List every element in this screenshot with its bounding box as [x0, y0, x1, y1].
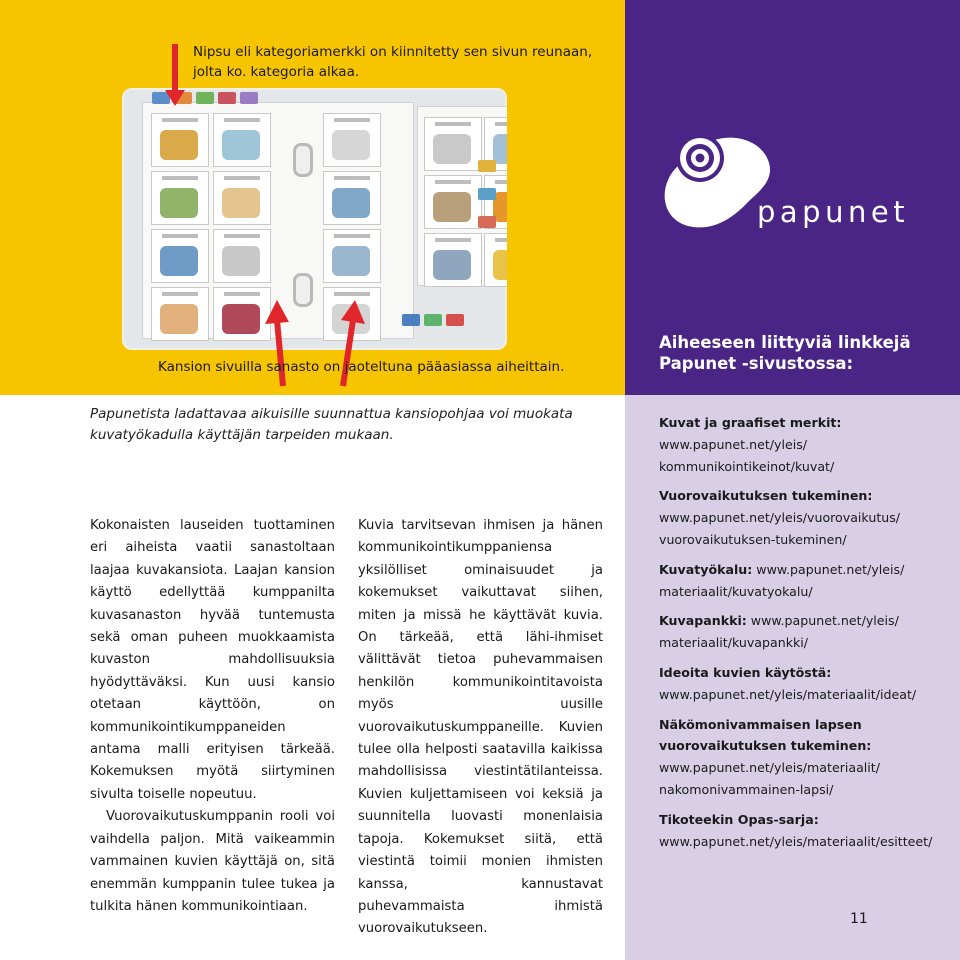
category-tab — [218, 92, 236, 104]
paragraph: Vuorovaikutuskumppanin rooli voi vaihdella paljon. Mitä vaikeammin vammainen kuvien käyttäjä on, sitä enemmän kumppanin tulee tukea ja tulkita hänen kommunikointiaan. — [90, 809, 335, 914]
picture-card — [213, 171, 271, 225]
related-links-heading — [659, 332, 911, 374]
link-title: Kuvat ja graafiset merkit: — [659, 415, 842, 430]
link-url[interactable]: www.papunet.net/yleis/vuorovaikutus/ — [659, 510, 901, 526]
category-tab — [478, 216, 496, 228]
folder-tab-caption: Nipsu eli kategoriamerkki on kiinnitetty sen sivun reunaan, jolta ko. kategoria alkaa. — [193, 44, 593, 80]
link-title: Kuvapankki: — [659, 613, 747, 629]
category-tab — [402, 314, 420, 326]
intro-caption: Papunetista ladattavaa aikuisille suunnattua kansiopohjaa voi muokata kuvatyökadulla käyttäjän tarpeiden mukaan. — [90, 406, 573, 443]
binder-ring — [293, 143, 313, 177]
picture-card — [151, 171, 209, 225]
link-title: vuorovaikutuksen tukeminen: — [659, 738, 872, 754]
link-group — [659, 412, 949, 477]
link-group — [659, 485, 949, 550]
link-url[interactable]: vuorovaikutuksen-tukeminen/ — [659, 531, 847, 547]
paragraph: Kuvia tarvitsevan ihmisen ja hänen kommunikointikumppaniensa yksilölliset ominaisuudet ja kokemukset vaikuttavat siihen, miten ja missä he käyttävät kuvia. On tärkeää, että lähi-ihmiset välittävät tietoa puhevammaisen henkilön kommunikointitavoista myös uusille vuorovaikutuskumppaneille. Kuvien tulee olla helposti saatavilla kaikissa mahdollisissa viestintätilanteissa. Kuvien kuljettamiseen voi keksiä ja suunnitella luovasti monenlaisia tapoja. Kokemukset siitä, että viestintä toimii monien ihmisten kanssa, kannustavat puhevammaista ihmistä vuorovaikutukseen. — [358, 518, 603, 937]
related-links-list — [659, 412, 949, 860]
picture-card — [424, 175, 482, 229]
picture-card — [323, 229, 381, 283]
text-column-1 — [90, 515, 335, 918]
picture-card — [151, 287, 209, 341]
page-number: 11 — [850, 911, 868, 927]
picture-card — [213, 113, 271, 167]
link-url[interactable]: www.papunet.net/yleis/materiaalit/ideat/ — [659, 686, 917, 702]
category-tab — [446, 314, 464, 326]
link-title: Kuvatyökalu: — [659, 561, 753, 577]
link-url[interactable]: www.papunet.net/yleis/ — [659, 436, 808, 452]
link-url[interactable]: materiaalit/kuvatyokalu/ — [659, 583, 813, 599]
link-group — [659, 559, 949, 603]
link-url[interactable]: nakomonivammainen-lapsi/ — [659, 781, 834, 797]
picture-card — [151, 113, 209, 167]
category-tab — [196, 92, 214, 104]
paragraph: Kokonaisten lauseiden tuottaminen eri aiheista vaatii sanastoltaan laajaa kuvakansiota. Laajan kansion käyttö edellyttää kumppanilta kuvasanaston hyvää tuntemusta sekä oman puheen muokkaamista kuvaston mahdollisuuksia hyödyttäväksi. Kun uusi kansio otetaan käyttöön, on kommunikointikumppaneiden antama malli erityisen tärkeää. Kokemuksen myötä siirtyminen sivulta toiselle nopeutuu. — [90, 518, 335, 802]
picture-card — [213, 229, 271, 283]
picture-card — [424, 117, 482, 171]
heading-line-1: Aiheeseen liittyviä linkkejä — [659, 333, 911, 352]
category-tab — [478, 160, 496, 172]
category-tab — [424, 314, 442, 326]
papunet-wordmark: papunet — [757, 195, 910, 229]
link-title: Tikoteekin Opas-sarja: — [659, 811, 819, 827]
link-title: Ideoita kuvien käytöstä: — [659, 664, 832, 680]
text-column-2 — [358, 515, 603, 941]
picture-card — [323, 171, 381, 225]
link-url[interactable]: www.papunet.net/yleis/materiaalit/ — [659, 760, 880, 776]
link-group — [659, 610, 949, 654]
link-url[interactable]: materiaalit/kuvapankki/ — [659, 635, 809, 651]
link-group — [659, 809, 949, 853]
category-tab — [240, 92, 258, 104]
heading-line-2: Papunet -sivustossa: — [659, 354, 854, 373]
link-url[interactable] — [659, 610, 949, 632]
link-url[interactable]: www.papunet.net/yleis/materiaalit/esitteet/ — [659, 833, 933, 849]
link-group — [659, 714, 949, 801]
link-url[interactable]: kommunikointikeinot/kuvat/ — [659, 458, 835, 474]
category-tab — [478, 188, 496, 200]
link-url[interactable] — [659, 559, 949, 581]
picture-card — [151, 229, 209, 283]
link-url-part[interactable]: www.papunet.net/yleis/ — [746, 613, 899, 629]
picture-card — [484, 233, 507, 287]
picture-card — [424, 233, 482, 287]
folder-pages-caption: Kansion sivuilla sanasto on jaoteltuna pääasiassa aiheittain. — [158, 359, 565, 375]
link-title: Vuorovaikutuksen tukeminen: — [659, 488, 873, 504]
picture-card — [323, 113, 381, 167]
link-group — [659, 662, 949, 706]
link-title: Näkömonivammaisen lapsen — [659, 716, 862, 732]
link-url-part[interactable]: www.papunet.net/yleis/ — [752, 561, 905, 577]
